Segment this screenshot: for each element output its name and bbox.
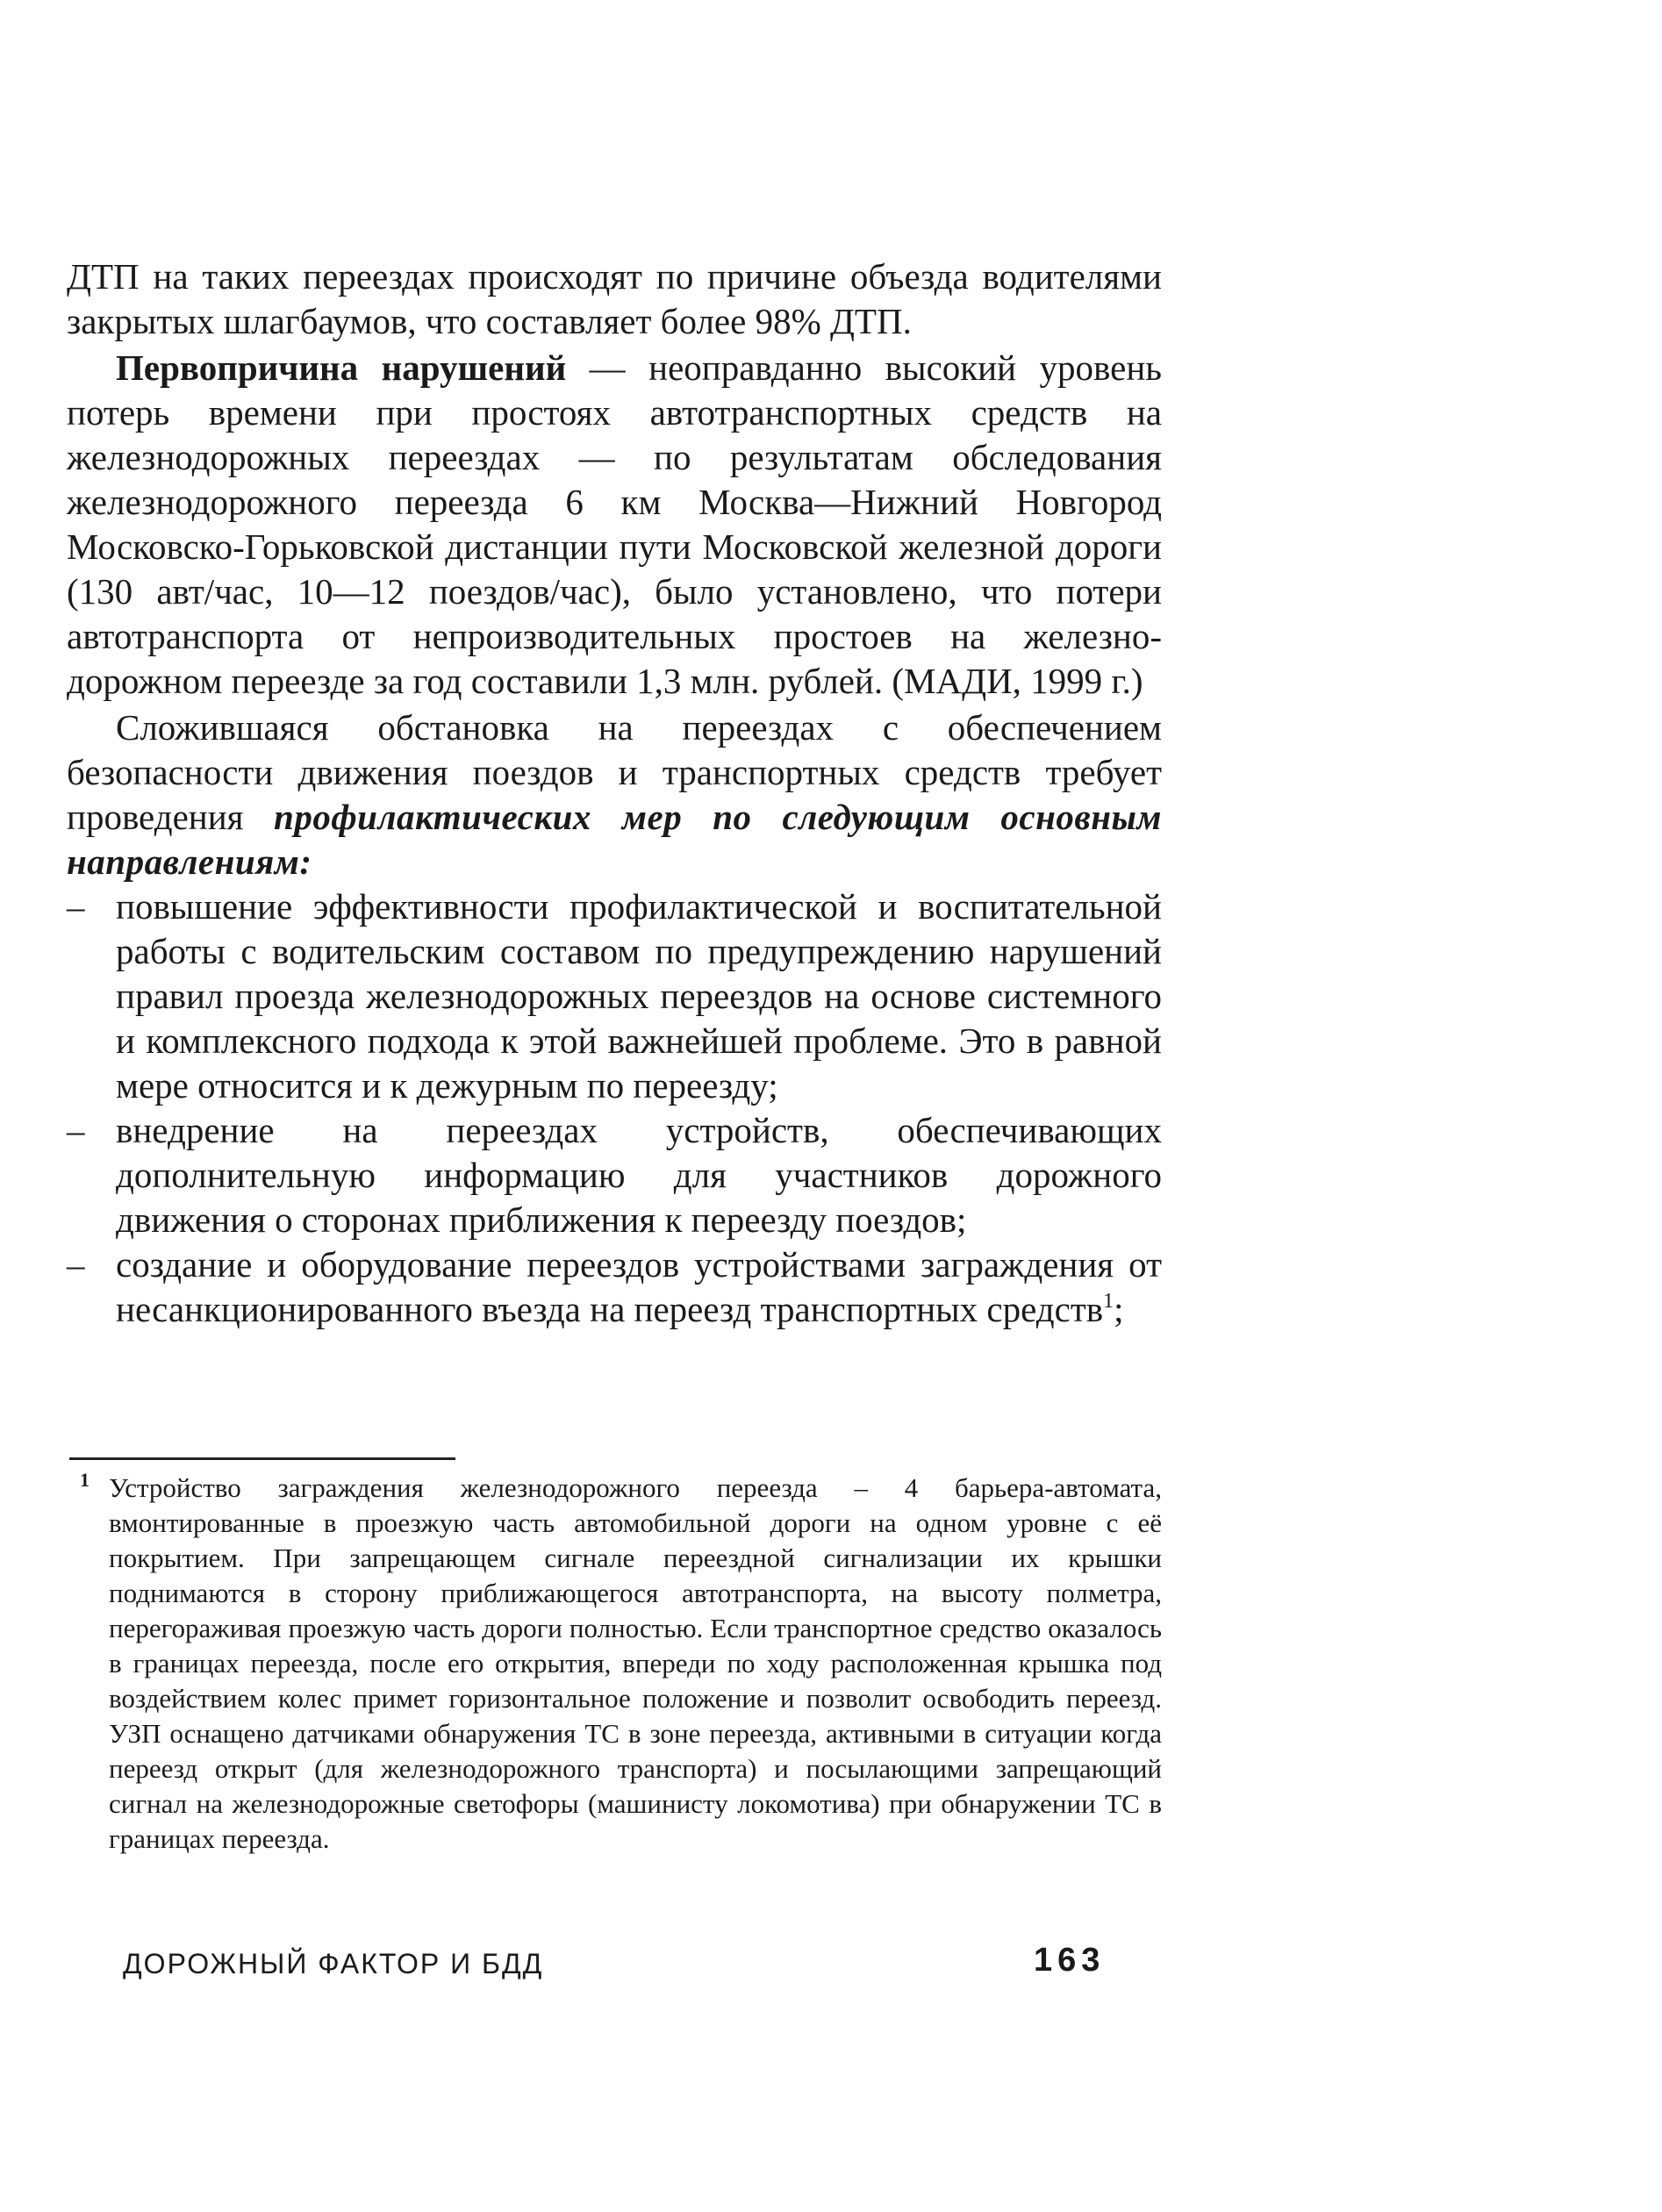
paragraph-3-emphasis: профилактических мер по следующим основным направлениям: (67, 797, 1162, 882)
list-item (67, 884, 1162, 1108)
paragraph-1: ДТП на таких переездах происходят по причине объезда водителями закрытых шлагбаумов, что составляет более 98% ДТП. (67, 256, 1162, 341)
list-item-text: повышение эффективности профилактической и воспитательной работы с водительским составом по предупреждению нарушений правил проезда железнодорожных переездов на основе системного и комплексного подхода к этой важнейшей проблеме. Это в равной мере относится и к дежурным по переезду; (116, 886, 1162, 1106)
paragraph-3 (67, 705, 1162, 884)
dash-marker: – (67, 886, 85, 927)
footnote-separator (69, 1457, 455, 1460)
dash-marker: – (67, 1244, 85, 1285)
paragraph-2-body: — неоправданно высокий уровень потерь времени при простоях автотранспортных средств на железнодорожных переездах — по результатам обследования железнодорожного переезда 6 км Москва—Нижний Новгород Московско-Горьковской дистанции пути Московской железной дороги (130 авт/час, 10—12 поездов/час), было установлено, что потери автотранспорта от непроизводительных простоев на железно-дорожном переезде за год составили 1,3 млн. рублей. (МАДИ, 1999 г.) (67, 347, 1162, 701)
dash-marker: – (67, 1110, 85, 1150)
footnote-reference: 1 (1103, 1290, 1114, 1313)
list-item (67, 1242, 1162, 1332)
footnote-text: Устройство заграждения железнодорожного переезда – 4 барьера-автомата, вмонтированные в проезжую часть автомобильной дороги на одном уровне с её покрытием. При запрещающем сигнале переездной сигнализации их крышки поднимаются в сторону приближающегося автотранспорта, на высоту полметра, перегораживая проезжую часть дороги полностью. Если транспортное средство оказалось в границах переезда, после его открытия, впереди по ходу расположенная крышка под воздействием колес примет горизонтальное положение и позволит освободить переезд. УЗП оснащено датчиками обнаружения ТС в зоне переезда, активными в ситуации когда переезд открыт (для железнодорожного транспорта) и посылающими запрещающий сигнал на железнодорожные светофоры (машинисту локомотива) при обнаружении ТС в границах переезда. (109, 1472, 1162, 1854)
footnote (69, 1471, 1162, 1857)
page-number: 163 (1034, 1942, 1106, 1979)
list-item-text: внедрение на переездах устройств, обеспечивающих дополнительную информацию для участников дорожного движения о сторонах приближения к переезду поездов; (116, 1110, 1162, 1240)
paragraph-2 (67, 346, 1162, 704)
measures-list (67, 884, 1162, 1332)
main-text (67, 254, 1162, 1332)
running-title: ДОРОЖНЫЙ ФАКТОР И БДД (123, 1948, 544, 1979)
list-item (67, 1108, 1162, 1242)
list-item-text: создание и оборудование переездов устройствами заграждения от несанкционированного въезда на переезд транспортных средств (116, 1244, 1162, 1329)
list-item-end: ; (1114, 1289, 1124, 1329)
paragraph-2-bold-lead: Первопричина нарушений (116, 347, 567, 388)
footnote-marker: 1 (80, 1469, 90, 1491)
paragraph-3-body: Сложившаяся обстановка на переездах с обеспечением безопасности движения поездов и транспортных средств требует проведения (67, 707, 1162, 837)
